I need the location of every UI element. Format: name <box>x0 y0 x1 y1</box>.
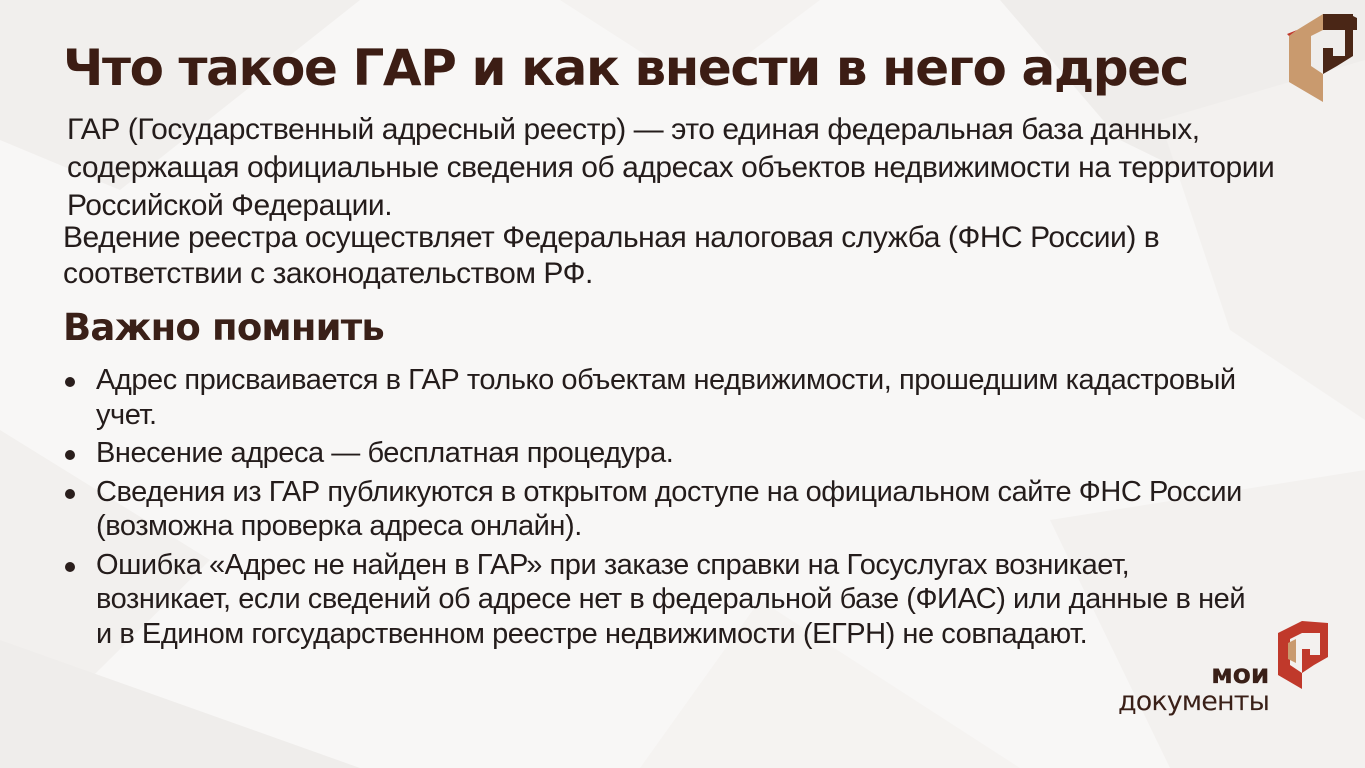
list-item-text: Адрес присваивается в ГАР только объектам недвижимости, прошедшим кадастровый учет. <box>96 364 1236 431</box>
list-item <box>61 436 1261 471</box>
bullet-icon <box>65 450 75 460</box>
bullet-icon <box>65 489 75 499</box>
brand-logo-text <box>1094 659 1269 717</box>
registry-paragraph: Ведение реестра осуществляет Федеральная налоговая служба (ФНС России) в соответствии с законодательством РФ. <box>63 221 1160 290</box>
list-item <box>61 475 1261 544</box>
bullet-icon <box>65 562 75 572</box>
important-heading: Важно помнить <box>63 306 385 349</box>
moi-dokumenty-shield-icon <box>1276 619 1334 691</box>
important-list <box>61 363 1261 655</box>
intro-paragraph: ГАР (Государственный адресный реестр) — это единая федеральная база данных, содержащая официальные сведения об адресах объектов недвижимости на территории Российской Федерации. <box>67 113 1275 222</box>
brand-line-2: документы <box>1117 686 1269 717</box>
list-item-text: Внесение адреса — бесплатная процедура. <box>96 437 674 469</box>
brand-line-1: мои <box>1210 659 1269 690</box>
bullet-icon <box>65 377 75 387</box>
list-item-text: Ошибка «Адрес не найден в ГАР» при заказе справки на Госуслугах возникает, возникает, если сведений об адресе нет в федеральной базе (ФИАС) или данные в ней и в Едином гогсударственном реестре недвижимости (ЕГРН) не совпадают. <box>96 548 1246 650</box>
list-item <box>61 548 1261 652</box>
list-item-text: Сведения из ГАР публикуются в открытом доступе на официальном сайте ФНС России (возможна проверка адреса онлайн). <box>96 475 1242 542</box>
slide-title: Что такое ГАР и как внести в него адрес <box>63 39 1188 97</box>
moi-dokumenty-corner-logo-icon <box>1283 4 1359 104</box>
list-item <box>61 363 1261 432</box>
